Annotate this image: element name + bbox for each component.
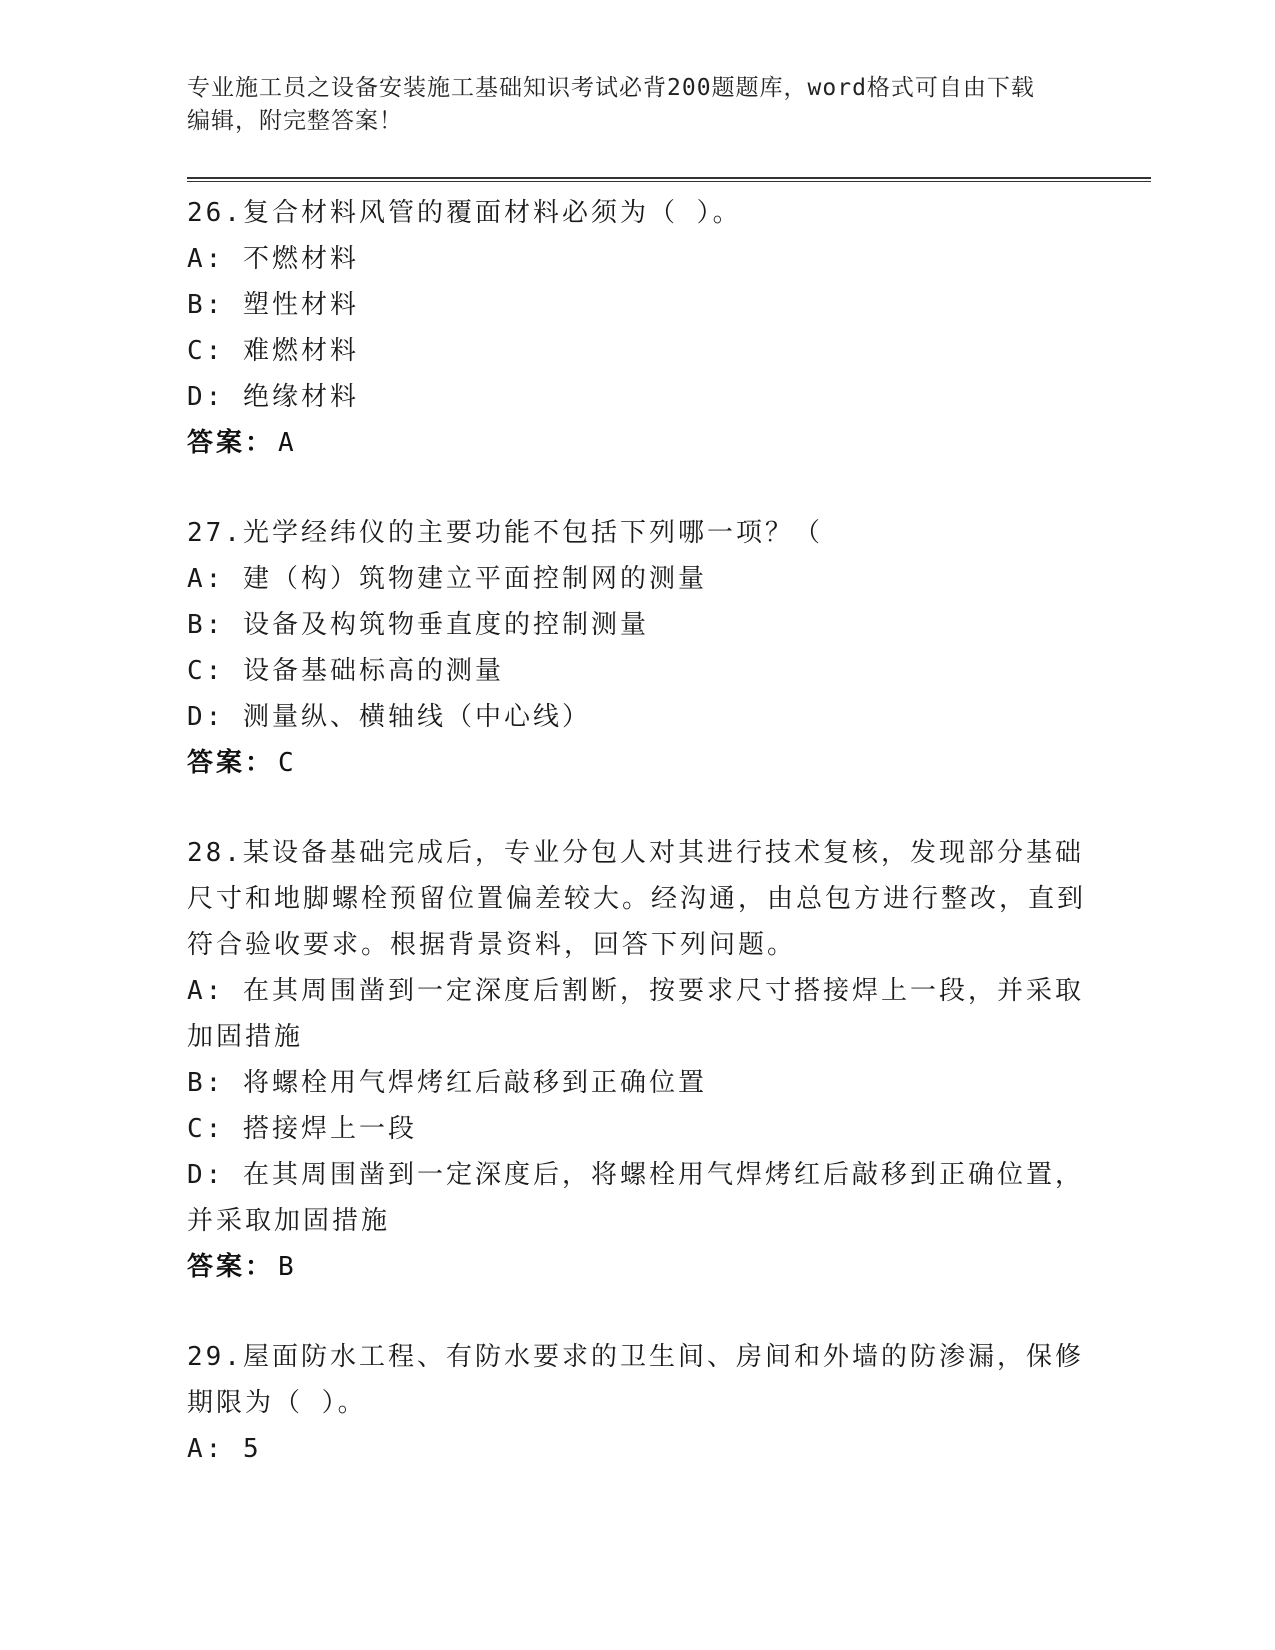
- question-27: [187, 510, 1087, 786]
- option-a: A: 在其周围凿到一定深度后割断，按要求尺寸搭接焊上一段，并采取加固措施: [187, 976, 1084, 1052]
- option-c: C: 搭接焊上一段: [187, 1114, 417, 1144]
- question-29: [187, 1334, 1087, 1472]
- option-b: B: 将螺栓用气焊烤红后敲移到正确位置: [187, 1068, 707, 1098]
- answer-value: B: [278, 1252, 297, 1282]
- answer-label: 答案：: [187, 748, 275, 778]
- option-a: A: 5: [187, 1434, 262, 1464]
- option-c: C: 设备基础标高的测量: [187, 656, 504, 686]
- answer-label: 答案：: [187, 428, 275, 458]
- question-stem: 27.光学经纬仪的主要功能不包括下列哪一项？（: [187, 518, 823, 548]
- option-d: D: 测量纵、横轴线（中心线）: [187, 702, 591, 732]
- document-header: [187, 72, 1067, 138]
- option-a: A: 不燃材料: [187, 244, 359, 274]
- answer-line: [187, 740, 1087, 786]
- option-b: B: 设备及构筑物垂直度的控制测量: [187, 610, 649, 640]
- header-line-1: 专业施工员之设备安装施工基础知识考试必背200题题库，word格式可自由下载: [187, 75, 1035, 101]
- option-c: C: 难燃材料: [187, 336, 359, 366]
- header-line-2: 编辑，附完整答案！: [187, 108, 403, 134]
- answer-line: [187, 1244, 1087, 1290]
- option-d: D: 绝缘材料: [187, 382, 359, 412]
- answer-value: A: [278, 428, 297, 458]
- question-stem: 26.复合材料风管的覆面材料必须为（ ）。: [187, 198, 742, 228]
- question-28: [187, 830, 1087, 1290]
- answer-line: [187, 420, 1087, 466]
- question-26: [187, 190, 1087, 466]
- question-list: [187, 190, 1087, 1516]
- answer-label: 答案：: [187, 1252, 275, 1282]
- question-stem: 29.屋面防水工程、有防水要求的卫生间、房间和外墙的防渗漏，保修期限为（ ）。: [187, 1342, 1084, 1418]
- header-divider: [187, 177, 1151, 182]
- answer-value: C: [278, 748, 297, 778]
- question-stem: 28.某设备基础完成后，专业分包人对其进行技术复核，发现部分基础尺寸和地脚螺栓预留位置偏差较大。经沟通，由总包方进行整改，直到符合验收要求。根据背景资料，回答下列问题。: [187, 838, 1087, 960]
- option-b: B: 塑性材料: [187, 290, 359, 320]
- option-a: A: 建（构）筑物建立平面控制网的测量: [187, 564, 707, 594]
- option-d: D: 在其周围凿到一定深度后，将螺栓用气焊烤红后敲移到正确位置，并采取加固措施: [187, 1160, 1084, 1236]
